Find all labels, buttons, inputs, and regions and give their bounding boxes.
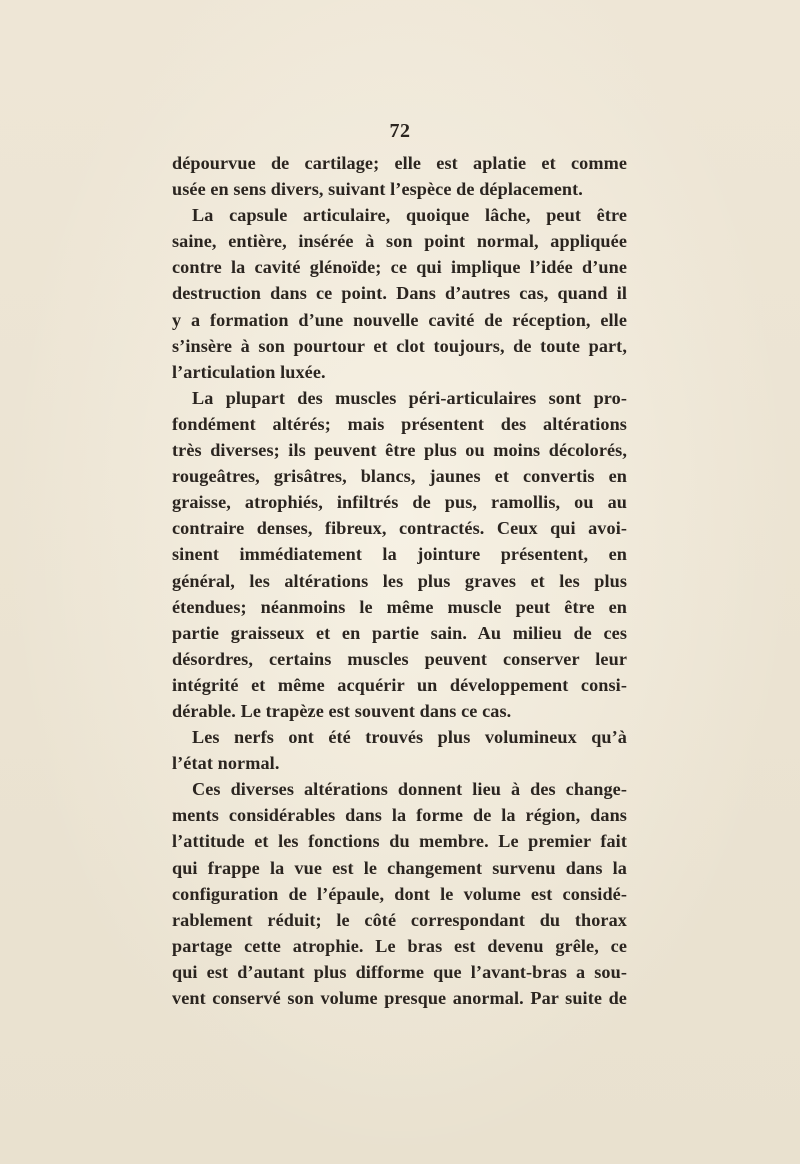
text-line: qui est d’autant plus difforme que l’avant-bras a sou- bbox=[172, 961, 627, 982]
text-line: rougeâtres, grisâtres, blancs, jaunes et convertis en bbox=[172, 466, 627, 487]
text-line: graisse, atrophiés, infiltrés de pus, ramollis, ou au bbox=[172, 492, 627, 513]
text-line: sinent immédiatement la jointure présentent, en bbox=[172, 544, 627, 565]
text-line: qui frappe la vue est le changement survenu dans la bbox=[172, 857, 627, 878]
text-line: désordres, certains muscles peuvent conserver leur bbox=[172, 648, 627, 669]
text-line: vent conservé son volume presque anormal. Par suite de bbox=[172, 988, 627, 1008]
text-line: dépourvue de cartilage; elle est aplatie et comme bbox=[172, 153, 627, 173]
text-line: Ces diverses altérations donnent lieu à des change- bbox=[192, 779, 627, 800]
text-line: saine, entière, insérée à son point normal, appliquée bbox=[172, 231, 627, 252]
text-line: dérable. Le trapèze est souvent dans ce cas. bbox=[172, 700, 512, 721]
text-line: intégrité et même acquérir un développement consi- bbox=[172, 674, 627, 695]
text-line: partie graisseux et en partie sain. Au milieu de ces bbox=[172, 622, 627, 643]
text-line: s’insère à son pourtour et clot toujours, de toute part, bbox=[172, 335, 627, 356]
text-line: l’attitude et les fonctions du membre. Le premier fait bbox=[172, 831, 627, 852]
body-text bbox=[172, 150, 627, 1011]
text-line: Les nerfs ont été trouvés plus volumineux qu’à bbox=[192, 727, 627, 748]
page-number: 72 bbox=[389, 120, 411, 142]
text-line: fondément altérés; mais présentent des altérations bbox=[172, 413, 627, 434]
text-line: ments considérables dans la forme de la région, dans bbox=[172, 805, 627, 826]
text-line: contre la cavité glénoïde; ce qui implique l’idée d’une bbox=[172, 257, 627, 278]
text-line: partage cette atrophie. Le bras est devenu grêle, ce bbox=[172, 935, 627, 956]
text-line: configuration de l’épaule, dont le volume est considé- bbox=[172, 883, 627, 904]
text-line: La plupart des muscles péri-articulaires sont pro- bbox=[192, 387, 627, 408]
text-line: La capsule articulaire, quoique lâche, peut être bbox=[192, 205, 627, 226]
text-line: général, les altérations les plus graves et les plus bbox=[172, 570, 627, 591]
text-line: usée en sens divers, suivant l’espèce de déplacement. bbox=[172, 179, 583, 200]
text-line: contraire denses, fibreux, contractés. Ceux qui avoi- bbox=[172, 518, 627, 539]
text-line: très diverses; ils peuvent être plus ou moins décolorés, bbox=[172, 440, 627, 461]
text-line: destruction dans ce point. Dans d’autres cas, quand il bbox=[172, 283, 627, 304]
text-line: y a formation d’une nouvelle cavité de réception, elle bbox=[172, 309, 627, 330]
text-line: l’articulation luxée. bbox=[172, 361, 326, 382]
text-line: l’état normal. bbox=[172, 753, 280, 774]
text-line: rablement réduit; le côté correspondant du thorax bbox=[172, 909, 627, 930]
text-line: étendues; néanmoins le même muscle peut être en bbox=[172, 596, 627, 617]
